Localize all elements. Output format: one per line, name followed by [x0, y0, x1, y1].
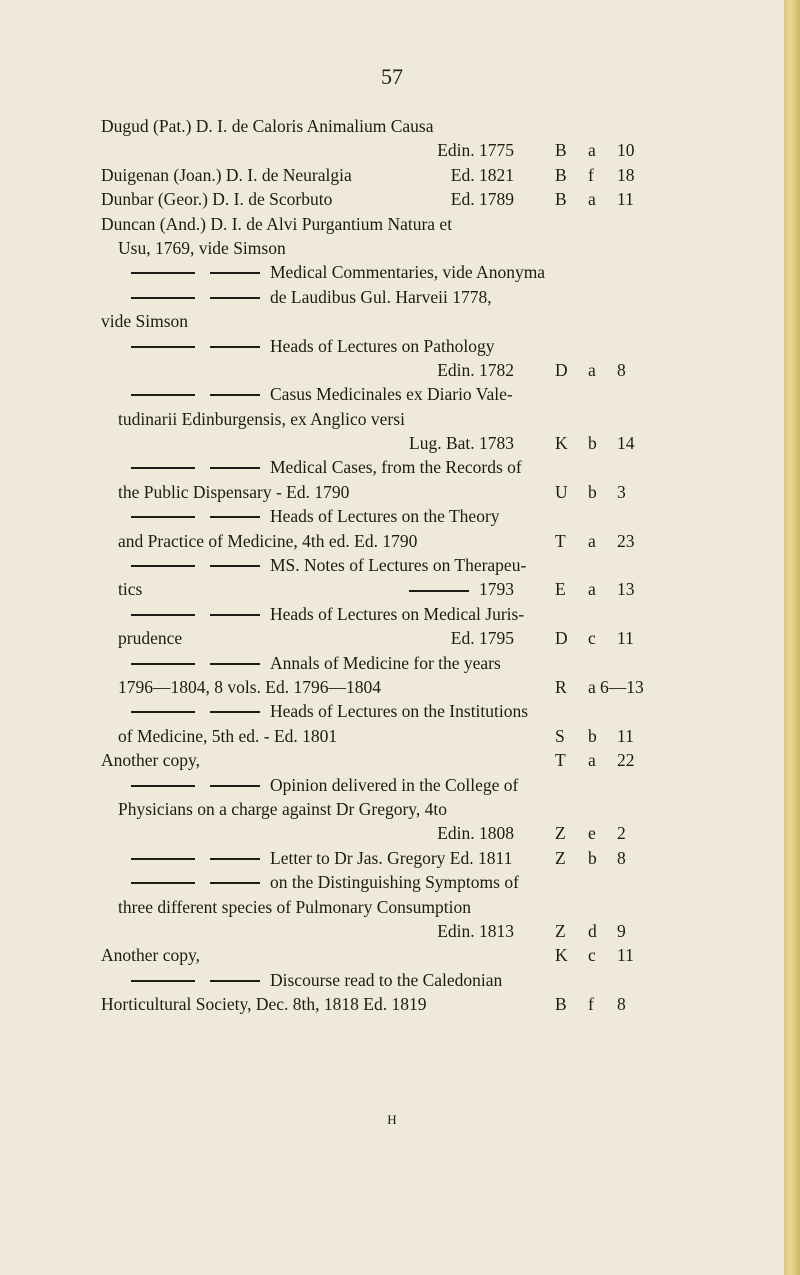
shelf-mark-part: D [555, 628, 568, 649]
entry-date: Ed. 1821 [450, 164, 514, 185]
ditto-dash [131, 565, 195, 567]
catalogue-line [0, 626, 784, 650]
shelf-mark-part: B [555, 994, 567, 1015]
shelf-mark-part: 13 [617, 579, 635, 600]
ditto-dash [210, 614, 260, 616]
catalogue-line [0, 334, 784, 358]
entry-text: Annals of Medicine for the years [270, 652, 501, 673]
shelf-mark-part: a [588, 579, 596, 600]
catalogue-line [0, 431, 784, 455]
ditto-dash [131, 882, 195, 884]
entry-date: Edin. 1775 [437, 140, 514, 161]
catalogue-line [0, 163, 784, 187]
ditto-dash [210, 858, 260, 860]
shelf-mark-part: f [588, 164, 594, 185]
entry-text: Usu, 1769, vide Simson [118, 237, 286, 258]
catalogue-entries [0, 114, 784, 1016]
catalogue-line [0, 212, 784, 236]
entry-text: 1796—1804, 8 vols. Ed. 1796—1804 [118, 676, 381, 697]
entry-text: Medical Commentaries, vide Anonyma [270, 262, 546, 283]
ditto-dash [131, 980, 195, 982]
catalogue-line [0, 577, 784, 601]
shelf-mark-part: B [555, 140, 567, 161]
entry-date: Edin. 1782 [437, 359, 514, 380]
catalogue-line [0, 285, 784, 309]
catalogue-line [0, 236, 784, 260]
catalogue-line [0, 553, 784, 577]
entry-text: Casus Medicinales ex Diario Vale- [270, 384, 513, 405]
entry-date: Ed. 1789 [450, 189, 514, 210]
entry-text: Dugud (Pat.) D. I. de Caloris Animalium Causa [101, 116, 434, 136]
shelf-mark-part: S [555, 725, 565, 746]
entry-text: tics [118, 579, 143, 600]
shelf-mark-part: 9 [617, 920, 626, 941]
shelf-mark-part: K [555, 433, 568, 454]
ditto-dash [131, 711, 195, 713]
shelf-mark-part: T [555, 530, 566, 551]
entry-text: on the Distinguishing Symptoms of [270, 872, 519, 893]
ditto-dash [131, 858, 195, 860]
catalogue-line [0, 455, 784, 479]
catalogue-line [0, 797, 784, 821]
signature-mark: H [387, 1112, 397, 1127]
entry-text: Discourse read to the Caledonian [270, 969, 503, 990]
catalogue-line [0, 529, 784, 553]
entry-text: Another copy, [101, 750, 200, 771]
ditto-dash [210, 663, 260, 665]
shelf-mark-part: c [588, 628, 596, 649]
catalogue-line [0, 846, 784, 870]
shelf-mark-part: B [555, 164, 567, 185]
shelf-mark-part: a [588, 750, 596, 771]
ditto-dash [210, 346, 260, 348]
catalogue-line [0, 968, 784, 992]
shelf-mark-part: 8 [617, 359, 626, 380]
shelf-mark-part: 11 [617, 725, 634, 746]
ditto-dash [409, 590, 469, 592]
shelf-mark-part: 14 [617, 433, 635, 454]
shelf-mark-part: 2 [617, 823, 626, 844]
shelf-mark-part: 18 [617, 164, 635, 185]
shelf-mark-part: B [555, 189, 567, 210]
catalogue-line [0, 504, 784, 528]
catalogue-line [0, 309, 784, 333]
catalogue-line [0, 699, 784, 723]
entry-text: Horticultural Society, Dec. 8th, 1818 Ed. 1819 [101, 994, 427, 1015]
catalogue-line [0, 260, 784, 284]
catalogue-line [0, 992, 784, 1016]
shelf-mark-part: a [588, 359, 596, 380]
entry-text: Heads of Lectures on Medical Juris- [270, 603, 525, 624]
catalogue-line [0, 114, 784, 138]
ditto-dash [210, 394, 260, 396]
ditto-dash [210, 565, 260, 567]
catalogue-line [0, 943, 784, 967]
catalogue-line [0, 382, 784, 406]
shelf-mark-part: 11 [617, 945, 634, 966]
shelf-mark-part: 10 [617, 140, 635, 161]
shelf-mark-part: R [555, 676, 567, 697]
shelf-mark-part: a [588, 676, 596, 697]
shelf-mark-part: b [588, 725, 597, 746]
ditto-dash [210, 516, 260, 518]
catalogue-line [0, 895, 784, 919]
shelf-mark-part: U [555, 481, 568, 502]
shelf-mark-part: 11 [617, 189, 634, 210]
ditto-dash [131, 346, 195, 348]
catalogue-line [0, 602, 784, 626]
ditto-dash [131, 272, 195, 274]
page-edge [784, 0, 800, 1275]
entry-text: Medical Cases, from the Records of [270, 457, 522, 478]
ditto-dash [131, 297, 195, 299]
catalogue-line [0, 919, 784, 943]
shelf-mark-part: b [588, 481, 597, 502]
entry-date: Lug. Bat. 1783 [409, 433, 514, 454]
shelf-mark-part: 8 [617, 994, 626, 1015]
entry-text: and Practice of Medicine, 4th ed. Ed. 1790 [118, 530, 418, 551]
catalogue-line [0, 187, 784, 211]
catalogue-line [0, 724, 784, 748]
ditto-dash [210, 467, 260, 469]
entry-text: Another copy, [101, 945, 200, 966]
shelf-mark-part: b [588, 433, 597, 454]
ditto-dash [131, 516, 195, 518]
entry-text: Opinion delivered in the College of [270, 774, 519, 795]
entry-text: Heads of Lectures on the Theory [270, 506, 500, 527]
entry-text: Physicians on a charge against Dr Gregory, 4to [118, 798, 448, 819]
catalogue-line [0, 773, 784, 797]
entry-text: Letter to Dr Jas. Gregory Ed. 1811 [270, 847, 513, 868]
ditto-dash [131, 614, 195, 616]
entry-date: Edin. 1808 [437, 823, 514, 844]
ditto-dash [210, 711, 260, 713]
catalogue-line [0, 407, 784, 431]
ditto-dash [131, 467, 195, 469]
shelf-mark-part: 8 [617, 847, 626, 868]
shelf-mark-part: 22 [617, 750, 635, 771]
entry-date: 1793 [409, 577, 514, 601]
shelf-mark-part: c [588, 945, 596, 966]
entry-text: de Laudibus Gul. Harveii 1778, [270, 286, 492, 307]
shelf-mark-part: a [588, 140, 596, 161]
page-number: 57 [381, 64, 403, 89]
shelf-mark-part: 11 [617, 628, 634, 649]
ditto-dash [210, 272, 260, 274]
shelf-mark-part: d [588, 920, 597, 941]
catalogue-line [0, 748, 784, 772]
ditto-dash [210, 980, 260, 982]
catalogue-line [0, 358, 784, 382]
entry-text: Duigenan (Joan.) D. I. de Neuralgia [101, 164, 352, 185]
entry-text: of Medicine, 5th ed. - Ed. 1801 [118, 725, 338, 746]
shelf-mark-part: 23 [617, 530, 635, 551]
catalogue-line [0, 821, 784, 845]
shelf-mark-part: D [555, 359, 568, 380]
shelf-mark-part: Z [555, 823, 566, 844]
shelf-mark-part: 3 [617, 481, 626, 502]
entry-text: Heads of Lectures on the Institutions [270, 701, 529, 722]
entry-date: Ed. 1795 [450, 628, 514, 649]
entry-text: tudinarii Edinburgensis, ex Anglico versi [118, 408, 405, 429]
ditto-dash [131, 785, 195, 787]
ditto-dash [210, 785, 260, 787]
ditto-dash [131, 663, 195, 665]
shelf-mark-part: K [555, 945, 568, 966]
catalogue-line [0, 480, 784, 504]
shelf-mark-part: a [588, 530, 596, 551]
catalogue-line [0, 138, 784, 162]
shelf-mark-part: 6—13 [600, 676, 644, 697]
catalogue-line [0, 675, 784, 699]
ditto-dash [131, 394, 195, 396]
catalogue-line [0, 870, 784, 894]
shelf-mark-part: a [588, 189, 596, 210]
entry-text: Dunbar (Geor.) D. I. de Scorbuto [101, 189, 333, 210]
shelf-mark-part: e [588, 823, 596, 844]
entry-text: Duncan (And.) D. I. de Alvi Purgantium Natura et [101, 213, 453, 234]
entry-text: prudence [118, 628, 183, 649]
entry-text: vide Simson [101, 311, 189, 332]
entry-text: the Public Dispensary - Ed. 1790 [118, 481, 350, 502]
shelf-mark-part: T [555, 750, 566, 771]
shelf-mark-part: Z [555, 847, 566, 868]
catalogue-line [0, 651, 784, 675]
shelf-mark-part: E [555, 579, 566, 600]
shelf-mark-part: f [588, 994, 594, 1015]
shelf-mark-part: Z [555, 920, 566, 941]
entry-text: Heads of Lectures on Pathology [270, 335, 495, 356]
ditto-dash [210, 297, 260, 299]
entry-text: MS. Notes of Lectures on Therapeu- [270, 555, 527, 576]
entry-text: three different species of Pulmonary Consumption [118, 896, 472, 917]
ditto-dash [210, 882, 260, 884]
entry-date: Edin. 1813 [437, 920, 514, 941]
shelf-mark-part: b [588, 847, 597, 868]
